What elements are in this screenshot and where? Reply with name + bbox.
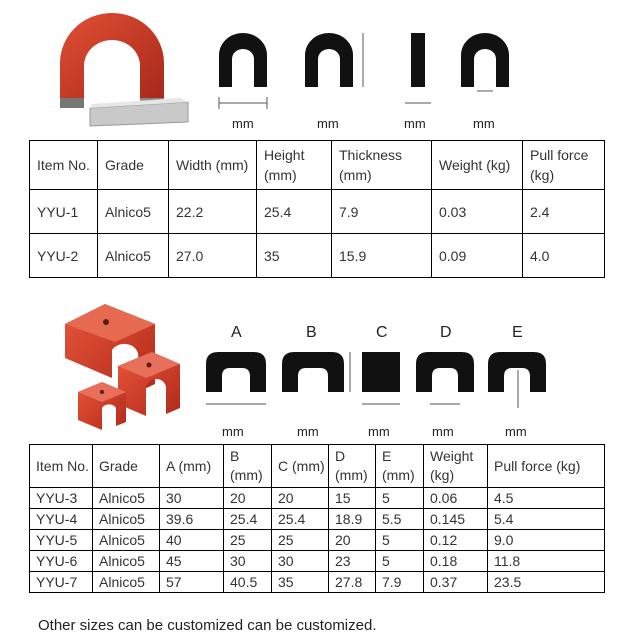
cell-weight: 0.145 (424, 509, 488, 530)
table-row (30, 509, 605, 530)
unit-label: mm (317, 116, 339, 131)
unit-label: mm (505, 424, 527, 439)
header-cell: Height (mm) (257, 141, 332, 190)
header-cell: Weight (kg) (432, 141, 523, 190)
cell-e: 5.5 (376, 509, 424, 530)
cell-c: 35 (272, 572, 329, 593)
unit-label: mm (473, 116, 495, 131)
cell-grade: Alnico5 (98, 234, 169, 278)
header-cell: B (mm) (224, 445, 272, 488)
cell-thickness: 7.9 (332, 190, 432, 234)
header-cell: Pull force (kg) (523, 141, 605, 190)
header-cell: Width (mm) (169, 141, 257, 190)
cell-a: 45 (160, 551, 224, 572)
cell-a: 57 (160, 572, 224, 593)
cell-d: 15 (329, 488, 376, 509)
pullforce-diagram (461, 33, 509, 91)
cell-c: 25.4 (272, 509, 329, 530)
cell-d: 27.8 (329, 572, 376, 593)
header-cell: A (mm) (160, 445, 224, 488)
header-cell: C (mm) (272, 445, 329, 488)
horseshoe-magnet-photo (40, 8, 200, 128)
cell-grade: Alnico5 (93, 488, 160, 509)
spec-table-top (29, 140, 605, 278)
cell-item: YYU-4 (30, 509, 93, 530)
unit-label: mm (232, 116, 254, 131)
cell-c: 20 (272, 488, 329, 509)
cell-pull: 11.8 (488, 551, 605, 572)
spec-table-bottom (29, 444, 605, 593)
header-cell: Grade (93, 445, 160, 488)
cell-a: 40 (160, 530, 224, 551)
cell-pull: 2.4 (523, 190, 605, 234)
cell-grade: Alnico5 (93, 530, 160, 551)
cell-grade: Alnico5 (93, 509, 160, 530)
cell-grade: Alnico5 (93, 551, 160, 572)
dimension-letter: E (512, 324, 523, 341)
cell-a: 39.6 (160, 509, 224, 530)
header-cell: D (mm) (329, 445, 376, 488)
cell-c: 30 (272, 551, 329, 572)
unit-label: mm (222, 424, 244, 439)
table-row (30, 530, 605, 551)
header-cell: Pull force (kg) (488, 445, 605, 488)
cell-height: 25.4 (257, 190, 332, 234)
cell-item: YYU-7 (30, 572, 93, 593)
cell-width: 22.2 (169, 190, 257, 234)
cell-grade: Alnico5 (93, 572, 160, 593)
cell-weight: 0.12 (424, 530, 488, 551)
cell-item: YYU-1 (30, 190, 98, 234)
dimension-diagrams-bottom (200, 346, 560, 412)
dimension-diagrams-top (205, 25, 525, 115)
cell-weight: 0.03 (432, 190, 523, 234)
height-diagram (305, 33, 363, 87)
unit-label: mm (297, 424, 319, 439)
dimension-letter: C (376, 324, 388, 341)
cell-a: 30 (160, 488, 224, 509)
cell-pull: 4.0 (523, 234, 605, 278)
header-cell: Item No. (30, 141, 98, 190)
cell-item: YYU-5 (30, 530, 93, 551)
cell-weight: 0.37 (424, 572, 488, 593)
table-row (30, 488, 605, 509)
cell-d: 18.9 (329, 509, 376, 530)
cell-thickness: 15.9 (332, 234, 432, 278)
cell-b: 25 (224, 530, 272, 551)
dimension-letter: B (306, 324, 317, 341)
table-row (30, 572, 605, 593)
table-row (30, 234, 605, 278)
header-cell: Item No. (30, 445, 93, 488)
table-row (30, 551, 605, 572)
cell-grade: Alnico5 (98, 190, 169, 234)
cell-b: 25.4 (224, 509, 272, 530)
cell-item: YYU-6 (30, 551, 93, 572)
header-cell: Thickness (mm) (332, 141, 432, 190)
cell-pull: 5.4 (488, 509, 605, 530)
cell-e: 5 (376, 551, 424, 572)
dimension-letter: D (440, 324, 452, 341)
width-diagram (219, 33, 267, 109)
dimension-letter: A (231, 324, 242, 341)
cell-width: 27.0 (169, 234, 257, 278)
cell-item: YYU-2 (30, 234, 98, 278)
cell-pull: 9.0 (488, 530, 605, 551)
footer-note: Other sizes can be customized can be customized. (38, 617, 377, 634)
cell-c: 25 (272, 530, 329, 551)
cell-height: 35 (257, 234, 332, 278)
unit-label: mm (368, 424, 390, 439)
cell-weight: 0.06 (424, 488, 488, 509)
header-cell: Grade (98, 141, 169, 190)
unit-label: mm (404, 116, 426, 131)
cell-d: 23 (329, 551, 376, 572)
header-cell: E (mm) (376, 445, 424, 488)
thickness-diagram (405, 33, 431, 103)
cell-pull: 23.5 (488, 572, 605, 593)
cell-item: YYU-3 (30, 488, 93, 509)
cell-b: 20 (224, 488, 272, 509)
cell-e: 5 (376, 488, 424, 509)
cell-b: 40.5 (224, 572, 272, 593)
header-cell: Weight (kg) (424, 445, 488, 488)
unit-label: mm (432, 424, 454, 439)
cell-weight: 0.09 (432, 234, 523, 278)
cell-b: 30 (224, 551, 272, 572)
table-row (30, 190, 605, 234)
cell-weight: 0.18 (424, 551, 488, 572)
cell-d: 20 (329, 530, 376, 551)
cell-e: 5 (376, 530, 424, 551)
cell-pull: 4.5 (488, 488, 605, 509)
u-magnets-photo (50, 296, 200, 436)
cell-e: 7.9 (376, 572, 424, 593)
